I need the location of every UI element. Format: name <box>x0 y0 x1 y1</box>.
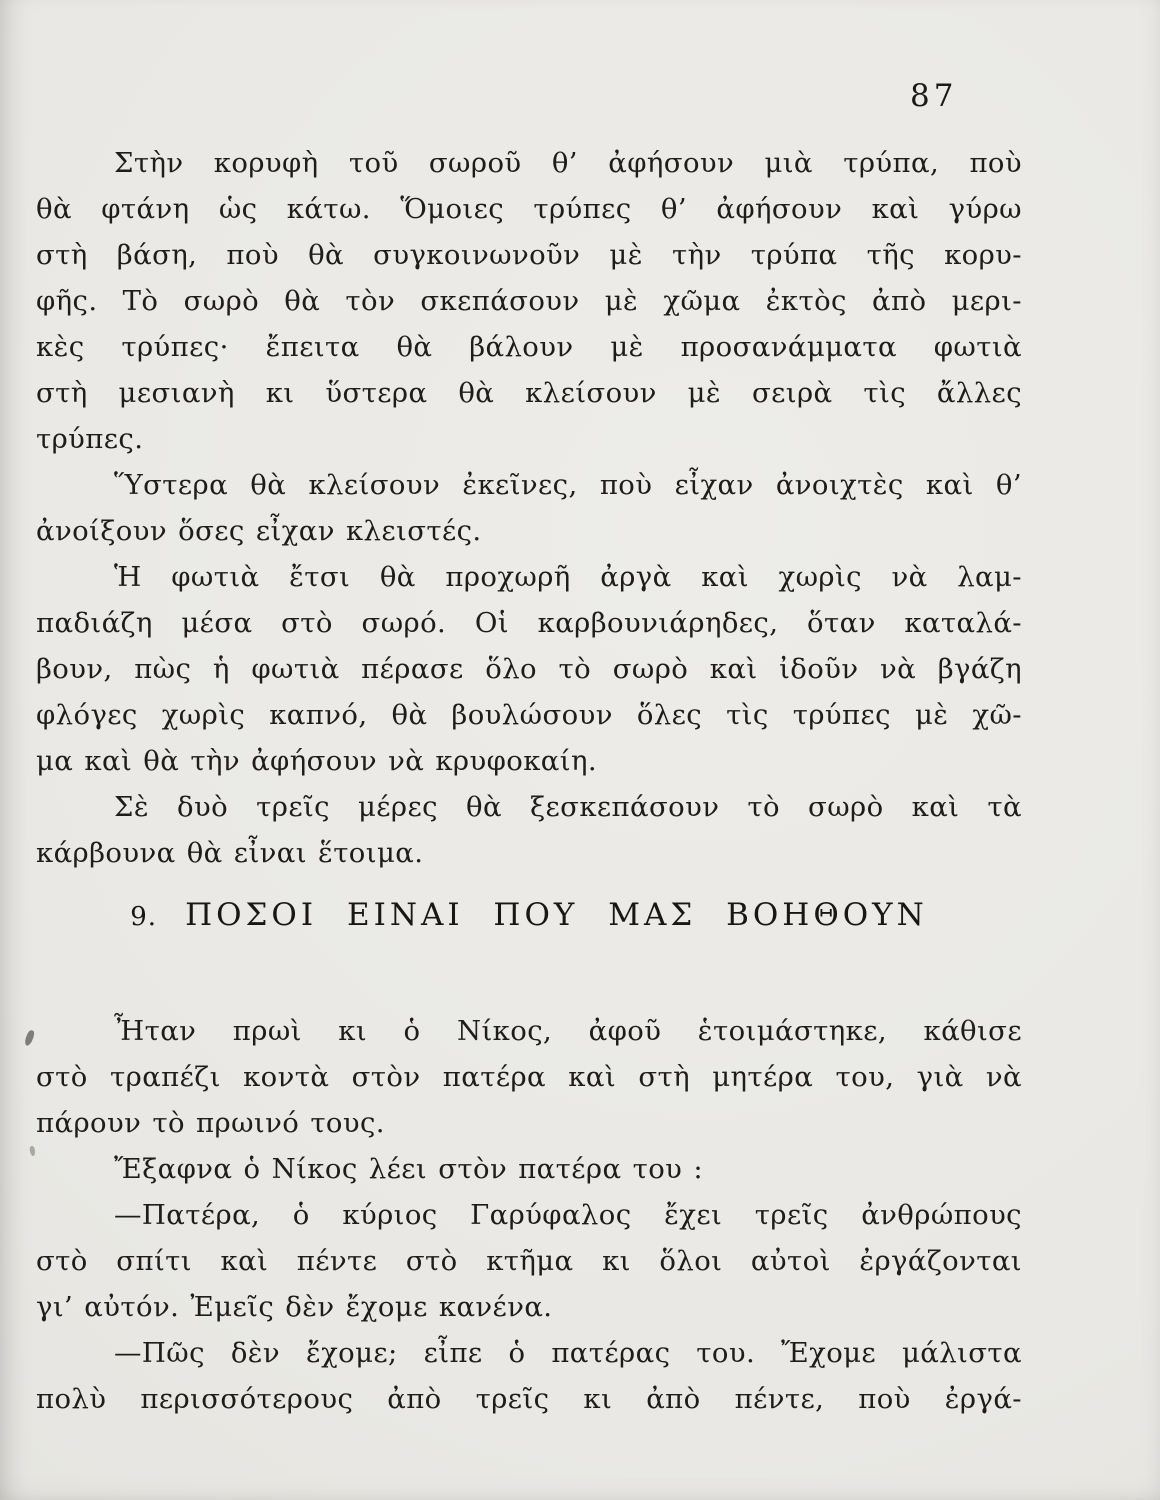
scan-artifact <box>24 1029 36 1046</box>
scan-artifact <box>29 1146 36 1157</box>
text-line: γι’ αὐτόν. Ἐμεῖς δὲν ἔχομε κανένα. <box>36 1291 553 1323</box>
section-story-text <box>36 1008 1022 1422</box>
text-line: παδιάζη μέσα στὸ σωρό. Οἱ καρβουνιάρηδες, ὅταν καταλά- <box>36 607 1022 639</box>
text-line: φλόγες χωρὶς καπνό, θὰ βουλώσουν ὅλες τὶς τρύπες μὲ χῶ- <box>36 699 1022 731</box>
text-line: κὲς τρύπες· ἔπειτα θὰ βάλουν μὲ προσανάμματα φωτιὰ <box>36 331 1022 363</box>
text-line: πολὺ περισσότερους ἀπὸ τρεῖς κι ἀπὸ πέντε, ποὺ ἐργά- <box>36 1383 1022 1415</box>
text-line: ἀνοίξουν ὅσες εἶχαν κλειστές. <box>36 515 482 547</box>
text-line: μα καὶ θὰ τὴν ἀφήσουν νὰ κρυφοκαίη. <box>36 745 597 777</box>
text-line: στὸ τραπέζι κοντὰ στὸν πατέρα καὶ στὴ μητέρα του, γιὰ νὰ <box>36 1061 1022 1093</box>
text-line: φῆς. Τὸ σωρὸ θὰ τὸν σκεπάσουν μὲ χῶμα ἐκτὸς ἀπὸ μερι- <box>36 285 1022 317</box>
paragraph <box>36 1008 1022 1146</box>
page-number: 87 <box>910 78 958 114</box>
text-line: βουν, πὼς ἡ φωτιὰ πέρασε ὅλο τὸ σωρὸ καὶ ἰδοῦν νὰ βγάζη <box>36 653 1022 685</box>
section-heading <box>36 892 1022 938</box>
text-line: —Πῶς δὲν ἔχομε; εἶπε ὁ πατέρας του. Ἔχομε μάλιστα <box>114 1337 1022 1369</box>
paragraph <box>36 1146 1022 1192</box>
text-line: Ἡ φωτιὰ ἔτσι θὰ προχωρῆ ἀργὰ καὶ χωρὶς νὰ λαμ- <box>114 561 1022 593</box>
text-line: Ἔξαφνα ὁ Νίκος λέει στὸν πατέρα του : <box>114 1153 704 1185</box>
paragraph <box>36 1330 1022 1422</box>
paragraph <box>36 554 1022 784</box>
section-heading-title: ΠΟΣΟΙ ΕΙΝΑΙ ΠΟΥ ΜΑΣ ΒΟΗΘΟΥΝ <box>185 897 928 933</box>
text-line: τρύπες. <box>36 423 144 455</box>
paragraph <box>36 784 1022 876</box>
section-heading-number: 9. <box>130 902 158 932</box>
paragraph <box>36 462 1022 554</box>
paragraph <box>36 1192 1022 1330</box>
text-line: —Πατέρα, ὁ κύριος Γαρύφαλος ἔχει τρεῖς ἀνθρώπους <box>114 1199 1022 1231</box>
text-line: Στὴν κορυφὴ τοῦ σωροῦ θ’ ἀφήσουν μιὰ τρύπα, ποὺ <box>114 147 1022 179</box>
text-line: κάρβουνα θὰ εἶναι ἕτοιμα. <box>36 837 424 869</box>
text-line: Σὲ δυὸ τρεῖς μέρες θὰ ξεσκεπάσουν τὸ σωρὸ καὶ τὰ <box>114 791 1022 823</box>
text-line: Ἦταν πρωὶ κι ὁ Νίκος, ἀφοῦ ἑτοιμάστηκε, κάθισε <box>114 1015 1022 1047</box>
section-charcoal-text <box>36 140 1022 876</box>
text-block <box>36 140 1022 1422</box>
paragraph <box>36 140 1022 462</box>
text-line: θὰ φτάνη ὡς κάτω. Ὅμοιες τρύπες θ’ ἀφήσουν καὶ γύρω <box>36 193 1022 225</box>
text-line: στὴ μεσιανὴ κι ὕστερα θὰ κλείσουν μὲ σειρὰ τὶς ἄλλες <box>36 377 1022 409</box>
text-line: στὸ σπίτι καὶ πέντε στὸ κτῆμα κι ὅλοι αὐτοὶ ἐργάζονται <box>36 1245 1022 1277</box>
text-line: πάρουν τὸ πρωινό τους. <box>36 1107 385 1139</box>
text-line: στὴ βάση, ποὺ θὰ συγκοινωνοῦν μὲ τὴν τρύπα τῆς κορυ- <box>36 239 1022 271</box>
text-line: Ὕστερα θὰ κλείσουν ἐκεῖνες, ποὺ εἶχαν ἀνοιχτὲς καὶ θ’ <box>114 469 1022 501</box>
